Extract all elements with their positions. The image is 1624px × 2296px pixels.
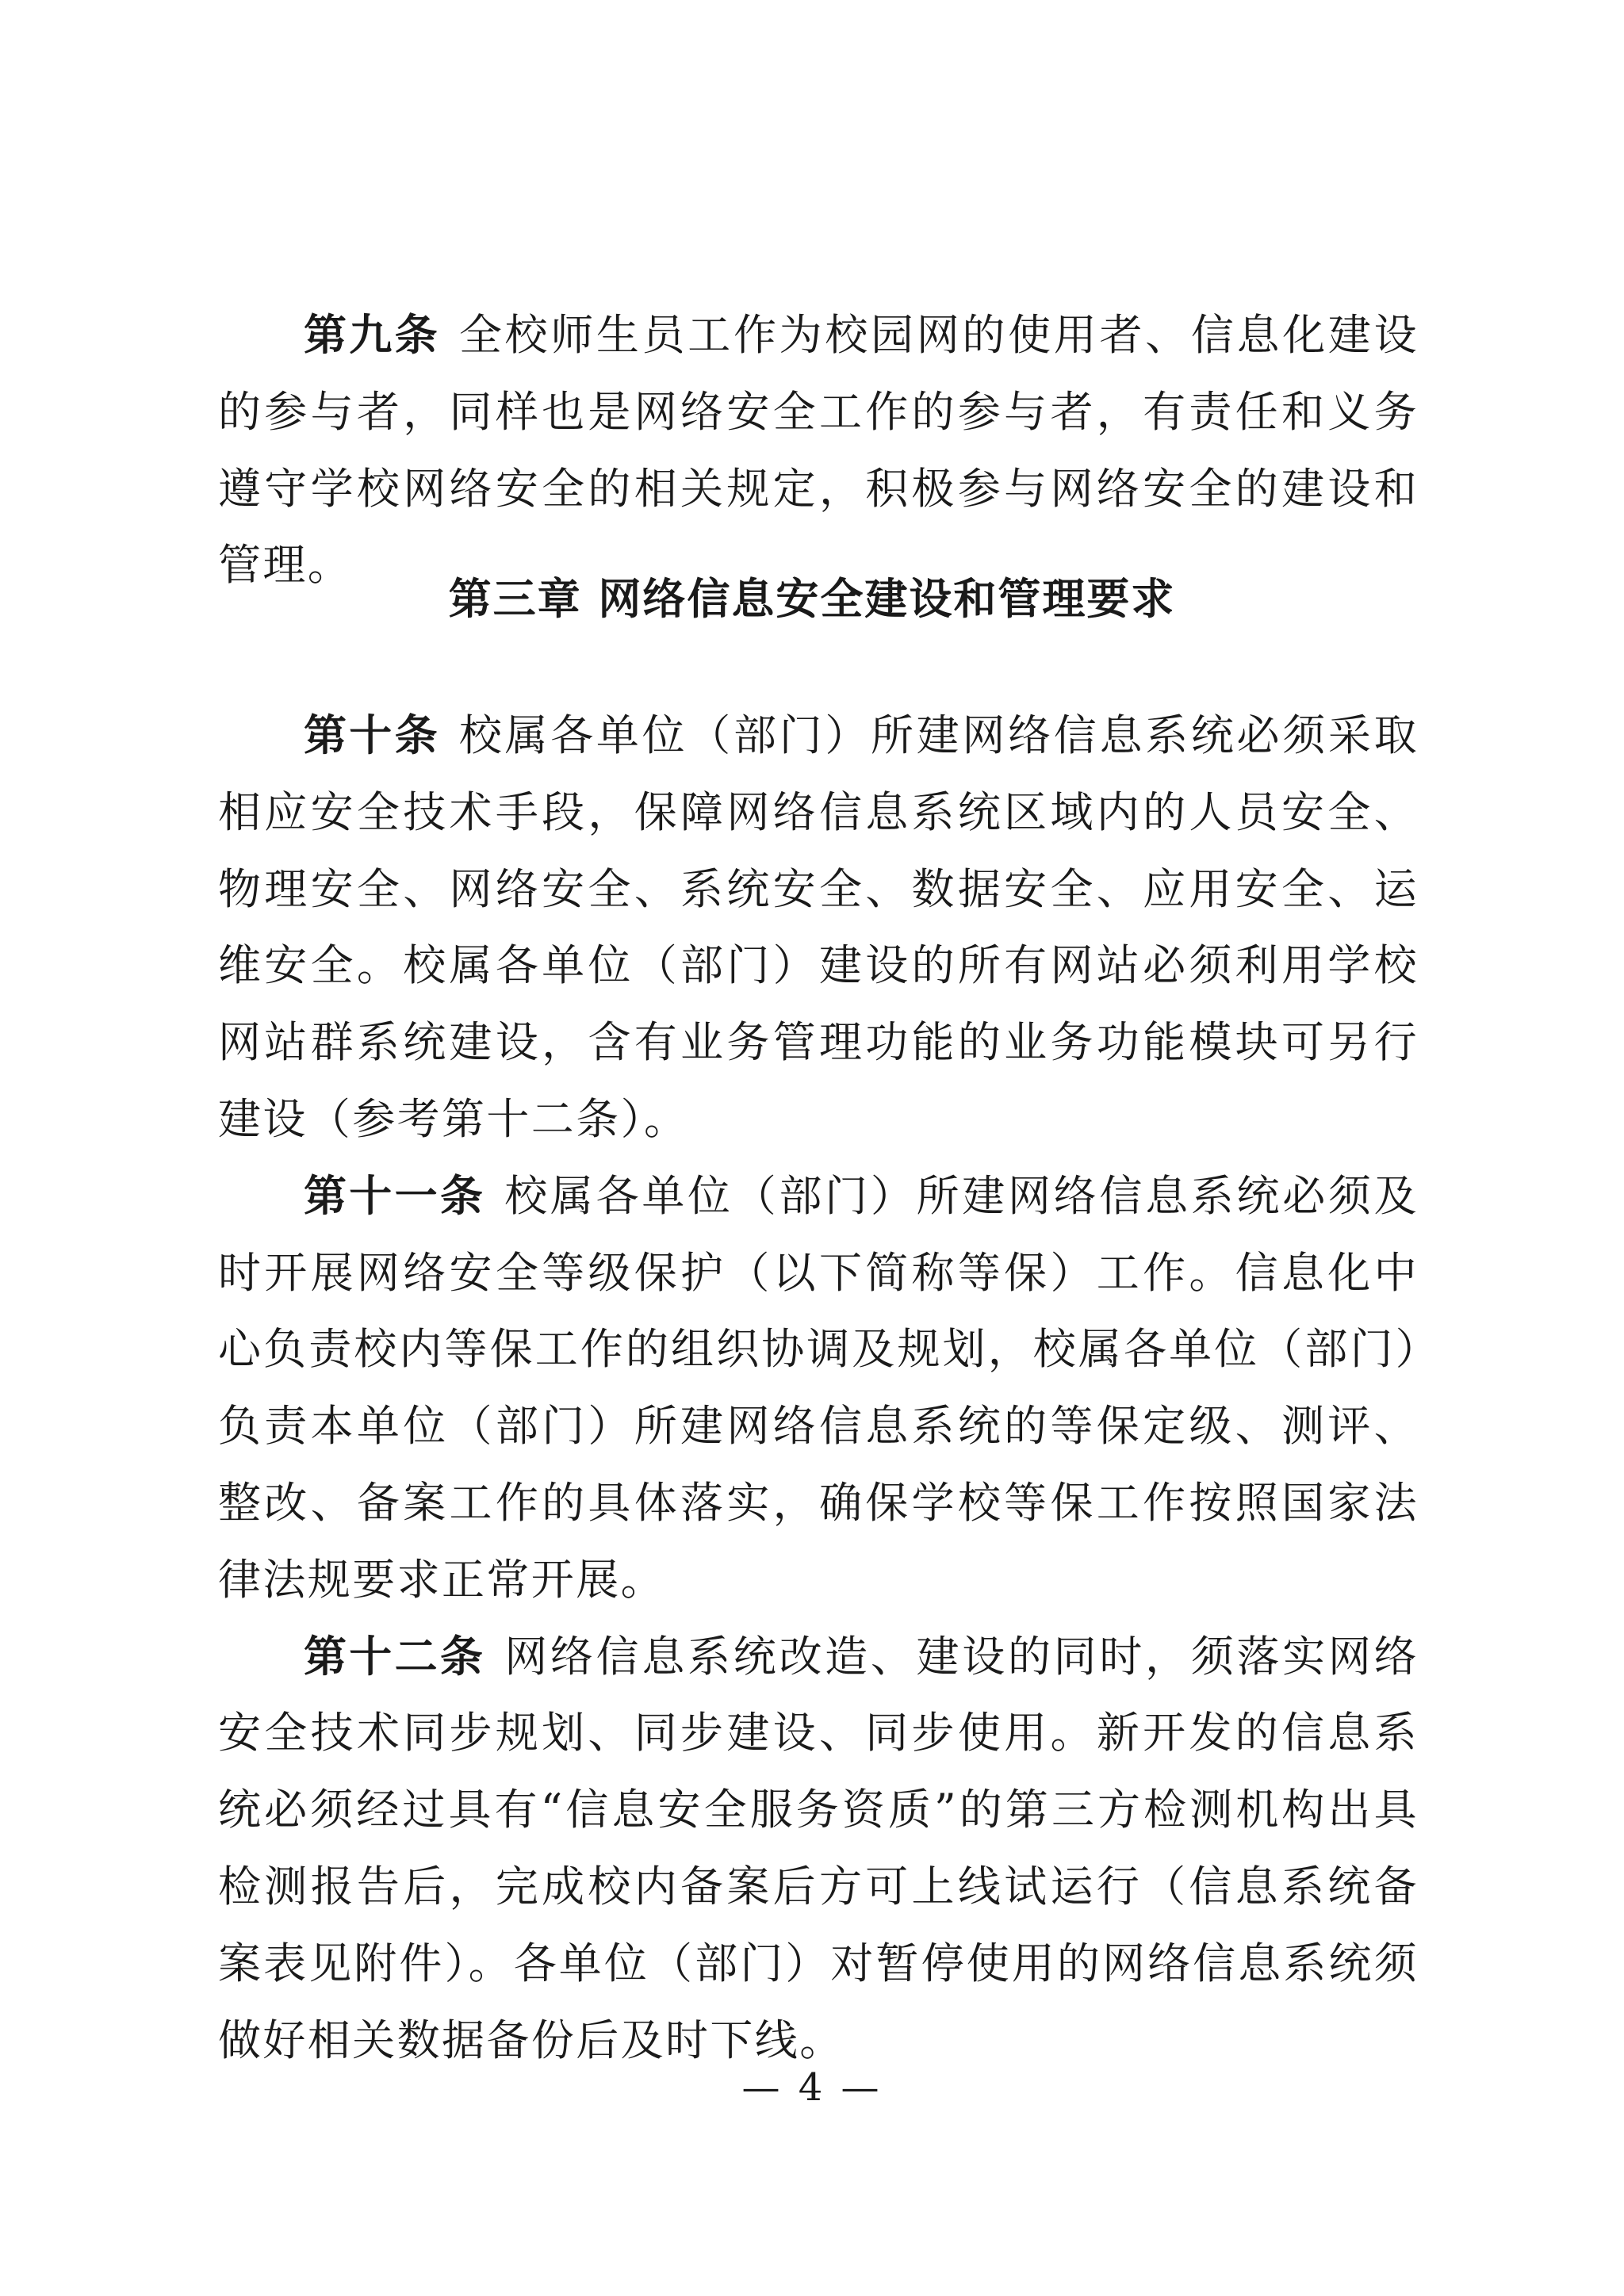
article-10-label: 第十条 <box>304 710 440 760</box>
section-articles-10-12 <box>218 698 1419 2079</box>
article-10-paragraph <box>218 698 1419 1158</box>
article-9-text: 全校师生员工作为校园网的使用者、信息化建设的参与者，同样也是网络安全工作的参与者，有责任和义务遵守学校网络安全的相关规定，积极参与网络安全的建设和管理。 <box>218 310 1419 591</box>
article-11-text: 校属各单位（部门）所建网络信息系统必须及时开展网络安全等级保护（以下简称等保）工作。信息化中心负责校内等保工作的组织协调及规划，校属各单位（部门）负责本单位（部门）所建网络信息系统的等保定级、测评、整改、备案工作的具体落实，确保学校等保工作按照国家法律法规要求正常开展。 <box>218 1170 1419 1605</box>
article-12-label: 第十二条 <box>304 1631 486 1682</box>
page-number: — 4 — <box>741 2065 883 2110</box>
article-9-label: 第九条 <box>304 310 440 360</box>
section-article-9 <box>218 297 1419 604</box>
article-9-paragraph <box>218 297 1419 604</box>
article-11-paragraph <box>218 1158 1419 1619</box>
article-12-paragraph <box>218 1619 1419 2080</box>
chapter-3-heading: 第三章 网络信息安全建设和管理要求 <box>448 574 1176 624</box>
article-10-text: 校属各单位（部门）所建网络信息系统必须采取相应安全技术手段，保障网络信息系统区域内的人员安全、物理安全、网络安全、系统安全、数据安全、应用安全、运维安全。校属各单位（部门）建设的所有网站必须利用学校网站群系统建设，含有业务管理功能的业务功能模块可另行建设（参考第十二条）。 <box>218 710 1419 1144</box>
article-11-label: 第十一条 <box>304 1170 486 1221</box>
article-12-text: 网络信息系统改造、建设的同时，须落实网络安全技术同步规划、同步建设、同步使用。新开发的信息系统必须经过具有“信息安全服务资质”的第三方检测机构出具检测报告后，完成校内备案后方可上线试运行（信息系统备案表见附件）。各单位（部门）对暂停使用的网络信息系统须做好相关数据备份后及时下线。 <box>218 1631 1419 2065</box>
